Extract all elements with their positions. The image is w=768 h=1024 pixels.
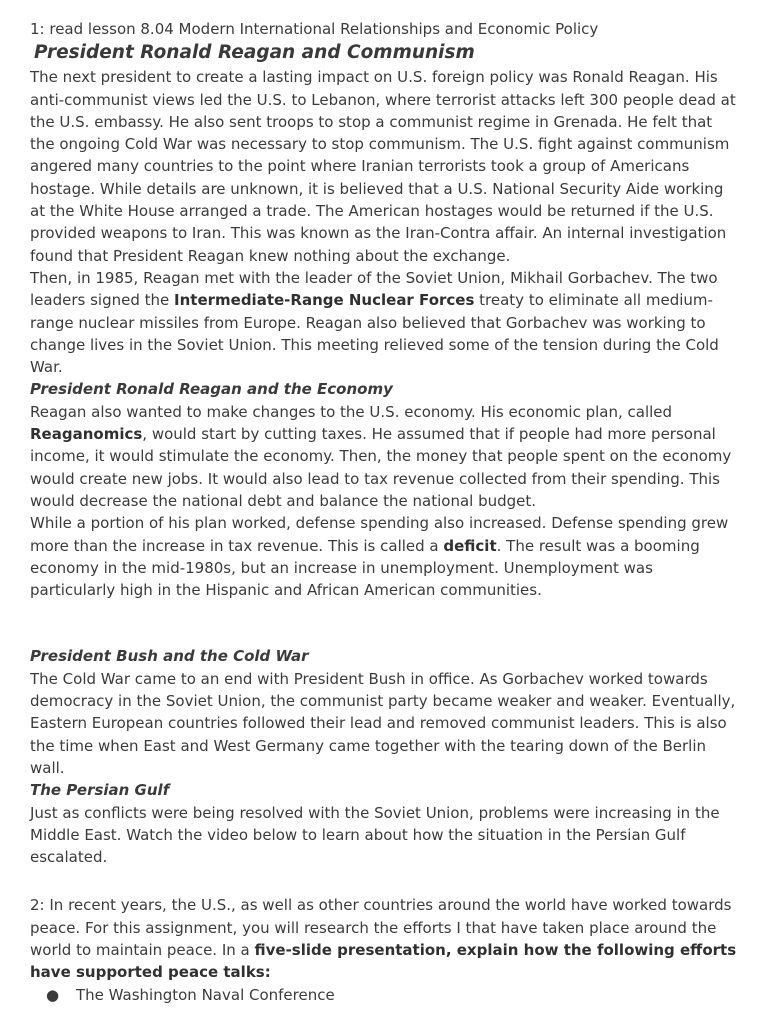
term-deficit: deficit [443,536,497,555]
paragraph-bush-cold-war: The Cold War came to an end with President Bush in office. As Gorbachev worked towards democracy in the Soviet Union, the communist party became weaker and weaker. Eventually, Eastern European countries followed their lead and removed communist leaders. This is also the time when East and West Germany came together with the tearing down of the Berlin wall. [30,669,736,777]
heading-bush-cold-war: President Bush and the Cold War [30,647,309,666]
paragraph-reagan-foreign-policy: The next president to create a lasting impact on U.S. foreign policy was Ronald Reagan. His anti-communist views led the U.S. to Lebanon, where terrorist attacks left 300 people dead at the U.S. embassy. He also sent troops to stop a communist regime in Grenada. He felt that the ongoing Cold War was necessary to stop communism. The U.S. fight against communism angered many countries to the point where Iranian terrorists took a group of Americans hostage. While details are unknown, it is believed that a U.S. National Security Aide working at the White House arranged a trade. The American hostages would be returned if the U.S. provided weapons to Iran. This was known as the Iran-Contra affair. An internal investigation found that President Reagan knew nothing about the exchange. [30,68,736,265]
paragraph-persian-gulf: Just as conflicts were being resolved with the Soviet Union, problems were increasing in the Middle East. Watch the video below to learn about how the situation in the Persian Gulf escalated. [30,803,720,867]
paragraph-reaganomics: Reagan also wanted to make changes to the U.S. economy. His economic plan, called Reaganomics, would start by cutting taxes. He assumed that if people had more personal income, it would stimulate the economy. Then, the money that people spent on the economy would create new jobs. It would also lead to tax revenue collected from their spending. This would decrease the national debt and balance the national budget. [30,402,732,510]
lesson-instruction: 1: read lesson 8.04 Modern International Relationships and Economic Policy [30,20,599,38]
heading-persian-gulf: The Persian Gulf [30,781,170,800]
assignment-instructions: 2: In recent years, the U.S., as well as other countries around the world have worked towards peace. For this assignment, you will research the efforts I that have taken place around the world to maintain peace. In a five-slide presentation, explain how the following efforts have supported peace talks: [30,896,737,982]
term-reaganomics: Reaganomics [30,425,143,444]
spacer [30,601,738,645]
heading-reagan-communism: President Ronald Reagan and Communism [34,42,475,64]
bullet-icon: ● [46,985,60,1004]
spacer [30,868,738,894]
term-inf-treaty: Intermediate-Range Nuclear Forces [174,291,475,310]
paragraph-deficit: While a portion of his plan worked, defense spending also increased. Defense spending grew more than the increase in tax revenue. This is called a deficit. The result was a booming economy in the mid-1980s, but an increase in unemployment. Unemployment was particularly high in the Hispanic and African American communities. [30,514,729,600]
heading-reagan-economy: President Ronald Reagan and the Economy [30,380,393,399]
list-item: ● The Washington Naval Conference [30,984,738,1006]
efforts-list [30,984,738,1006]
paragraph-reagan-gorbachev: Then, in 1985, Reagan met with the leader of the Soviet Union, Mikhail Gorbachev. The two leaders signed the Intermediate-Range Nuclear Forces treaty to eliminate all medium-range nuclear missiles from Europe. Reagan also believed that Gorbachev was working to change lives in the Soviet Union. This meeting relieved some of the tension during the Cold War. [30,268,719,377]
assignment-emphasis: five-slide presentation, explain how the following efforts have supported peace talks: [30,940,737,982]
